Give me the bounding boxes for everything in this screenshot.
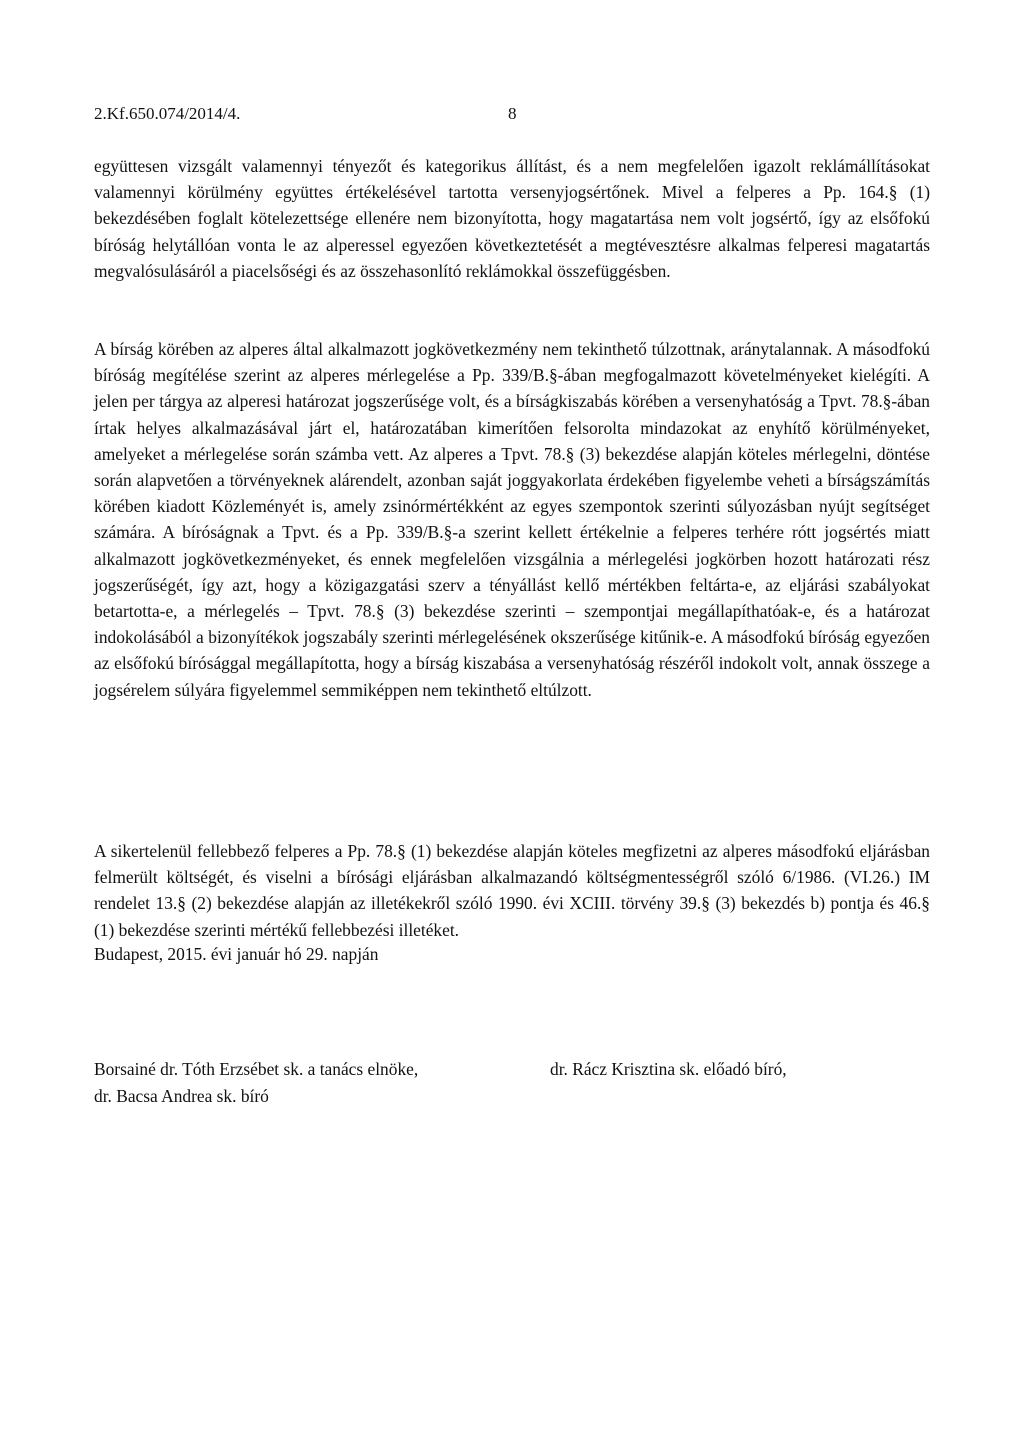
case-number: 2.Kf.650.074/2014/4. <box>94 104 241 123</box>
place-and-date: Budapest, 2015. évi január hó 29. napján <box>94 944 379 964</box>
signature-chair: Borsainé dr. Tóth Erzsébet sk. a tanács elnöke, <box>94 1059 419 1079</box>
signature-judge: dr. Bacsa Andrea sk. bíró <box>94 1086 269 1106</box>
paragraph-costs: A sikertelenül fellebbező felperes a Pp. 78.§ (1) bekezdése alapján köteles megfizetni az alperes másodfokú eljárásban felmerült költségét, és viselni a bírósági eljárásban alkalmazandó költségmentességről szóló 6/1986. (VI.26.) IM rendelet 13.§ (2) bekezdése alapján az illetékekről szóló 1990. évi XCIII. törvény 39.§ (3) bekezdés b) pontja és 46.§ (1) bekezdése szerinti mértékű fellebbezési illetéket. <box>94 841 930 940</box>
paragraph-reasoning-continuation: együttesen vizsgált valamennyi tényezőt és kategorikus állítást, és a nem megfelelően igazolt reklámállításokat valamennyi körülmény együttes értékelésével tartotta versenyjogsértőnek. Mivel a felperes a Pp. 164.§ (1) bekezdésében foglalt kötelezettsége ellenére nem bizonyította, hogy magatartása nem volt jogsértő, így az elsőfokú bíróság helytállóan vonta le az alperessel egyezően következtetését a megtévesztésre alkalmas felperesi magatartás megvalósulásáról a piacelsőségi és az összehasonlító reklámokkal összefüggésben. <box>94 156 930 281</box>
paragraph-fine-assessment: A bírság körében az alperes által alkalmazott jogkövetkezmény nem tekinthető túlzottnak, aránytalannak. A másodfokú bíróság megítélése szerint az alperes mérlegelése a Pp. 339/B.§-ában megfogalmazott követelményeket kielégíti. A jelen per tárgya az alperesi határozat jogszerűsége volt, és a bírságkiszabás körében a versenyhatóság a Tpvt. 78.§-ában írtak helyes alkalmazásával járt el, határozatában kimerítően felsorolta mindazokat az enyhítő körülményeket, amelyeket a mérlegelése során számba vett. Az alperes a Tpvt. 78.§ (3) bekezdése alapján köteles mérlegelni, döntése során alapvetően a törvényeknek alárendelt, azonban saját joggyakorlata érdekében figyelembe veheti a bírságszámítás körében kiadott Közleményét is, amely zsinórmértékként az egyes szempontok szerinti súlyozásban nyújt segítséget számára. A bíróságnak a Tpvt. és a Pp. 339/B.§-a szerint kellett értékelnie a felperes terhére rótt jogsértés miatt alkalmazott jogkövetkezményeket, és ennek megfelelően vizsgálnia a mérlegelési jogkörben hozott határozati rész jogszerűségét, így azt, hogy a közigazgatási szerv a tényállást kellő mértékben feltárta-e, az eljárási szabályokat betartotta-e, a mérlegelés – Tpvt. 78.§ (3) bekezdése szerinti – szempontjai megállapíthatóak-e, és a határozat indokolásából a bizonyítékok jogszabály szerinti mérlegelésének okszerűsége kitűnik-e. A másodfokú bíróság egyezően az elsőfokú bírósággal megállapította, hogy a bírság kiszabása a versenyhatóság részéről indokolt volt, annak összege a jogsérelem súlyára figyelemmel semmiképpen nem tekinthető eltúlzott. <box>94 339 930 700</box>
signature-rapporteur: dr. Rácz Krisztina sk. előadó bíró, <box>550 1059 787 1079</box>
page-number: 8 <box>508 104 517 123</box>
